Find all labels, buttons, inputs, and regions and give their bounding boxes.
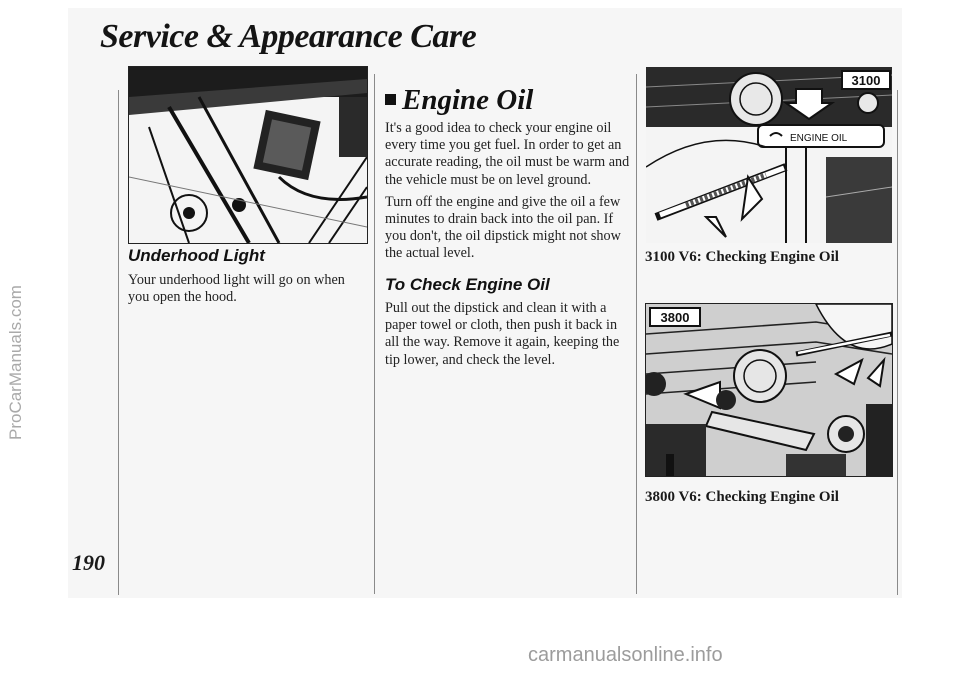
check-engine-oil-paragraph: Pull out the dipstick and clean it with a paper towel or cloth, then push it back in all the way. Remove it again, keeping the tip lower, and check the level.	[385, 300, 620, 368]
square-bullet-icon	[385, 94, 396, 105]
engine-3100-illustration	[645, 66, 893, 244]
engine-3100-badge: 3100	[851, 73, 881, 88]
underhood-light-heading: Underhood Light	[128, 246, 265, 265]
engine-oil-heading	[385, 84, 533, 117]
underhood-light-text	[128, 272, 360, 311]
underhood-light-illustration	[128, 66, 368, 244]
engine-oil-paragraph-1: It's a good idea to check your engine oil every time you get fuel. In order to get an accurate reading, the oil must be warm and the vehicle must be on level ground.	[385, 120, 630, 188]
caption-3100: 3100 V6: Checking Engine Oil	[645, 249, 839, 265]
page-title: Service & Appearance Care	[100, 18, 477, 55]
underhood-light-paragraph: Your underhood light will go on when you open the hood.	[128, 272, 345, 306]
side-watermark: ProCarManuals.com	[6, 285, 25, 440]
column-rule-2	[636, 74, 637, 594]
left-margin-rule	[118, 90, 119, 595]
right-margin-rule	[897, 90, 898, 595]
check-engine-oil-text	[385, 300, 630, 374]
caption-3800: 3800 V6: Checking Engine Oil	[645, 489, 839, 505]
engine-3800-badge: 3800	[660, 310, 690, 325]
column-rule-1	[374, 74, 375, 594]
engine-oil-paragraph-2: Turn off the engine and give the oil a few minutes to drain back into the oil pan. If you don't, the oil dipstick might not show the actual level.	[385, 193, 621, 262]
engine-oil-text	[385, 120, 630, 268]
page-number: 190	[72, 550, 105, 575]
engine-oil-label: ENGINE OIL	[790, 133, 848, 144]
engine-oil-heading-text: Engine Oil	[402, 84, 534, 116]
footer-watermark: carmanualsonline.info	[528, 644, 723, 666]
engine-3800-illustration	[645, 303, 893, 477]
check-engine-oil-heading: To Check Engine Oil	[385, 275, 550, 294]
